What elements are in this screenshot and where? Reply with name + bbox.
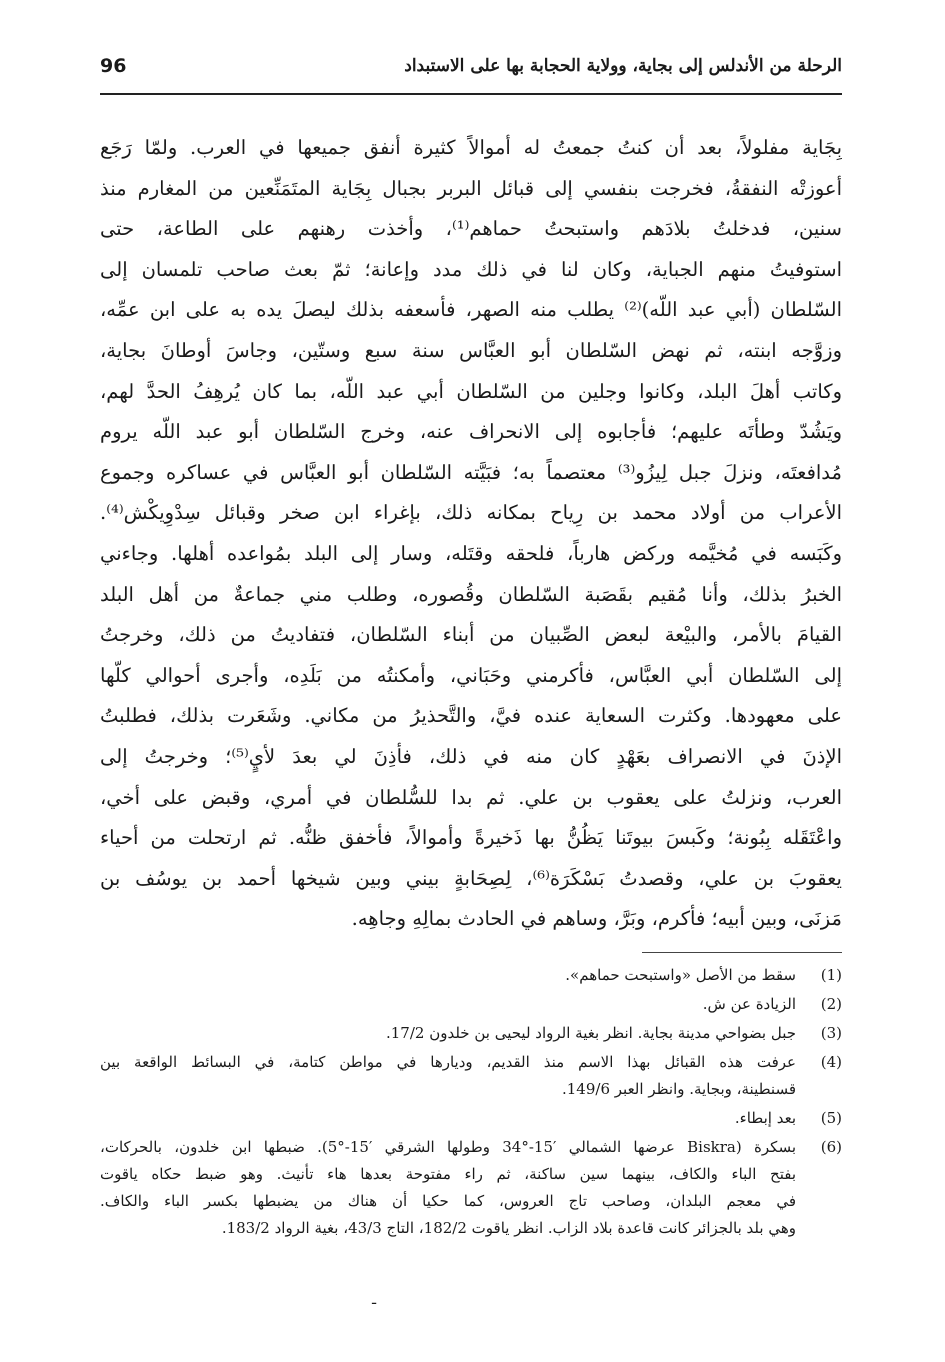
page-number: 96: [100, 55, 127, 77]
footnote-number: (1): [820, 966, 842, 984]
text-line: إلى السّلطان أبي العبَّاس، فأكرمني وحَبَاني، وأمكنتُه من بَلَدِه، وأجرى أحوالي كلّها: [100, 663, 842, 687]
text-line: استوفيتُ منهم الجباية، وكان لنا في ذلك مدد وإعانة؛ ثمّ بعث صاحب تلمسان إلى: [100, 257, 842, 281]
footnote-2: [100, 991, 842, 1018]
footnote-line: بفتح الباء والكاف، بينهما سين ساكنة، ثم راء مفتوحة بعدها هاء تأنيث. وهو ضبط حكاه ياقوت: [100, 1165, 796, 1183]
page-header: [100, 40, 842, 92]
text-line: واعْتَقَله بِبُونة؛ وكَبسَ بيوتَنا يَظُنُّ بها ذَخيرةً وأموالاً، فأخفق ظنُّه. ثم ارتحلت من أحياء: [100, 826, 842, 850]
footnote-line: سقط من الأصل «واستبحت حماهم».: [565, 966, 796, 984]
footnote-rule: [642, 952, 842, 953]
footnote-line: بسكرة (Biskra عرضها الشمالي ′15-°34 وطولها الشرقي ′15-°5). ضبطها ابن خلدون، بالحركات،: [100, 1138, 796, 1156]
running-title: الرحلة من الأندلس إلى بجاية، وولاية الحجابة بها على الاستبداد: [404, 56, 842, 76]
text-line: الخبرُ بذلك، وأنا مُقيم بقَصَبة السّلطان وقُصوره، وطلب مني جماعةٌ من أهل البلد: [100, 582, 842, 606]
footnote-line: بعد إبطاء.: [734, 1109, 796, 1127]
footnote-line: جبل بضواحي مدينة بجاية. انظر بغية الرواد ليحيى بن خلدون 17/2.: [385, 1024, 796, 1042]
footnote-number: (6): [820, 1138, 842, 1156]
text-line: يعقوبَ بن علي، وقصدتُ بَسْكَرَة⁽⁶⁾، لِصِحَابةٍ بيني وبين شيخها أحمد بن يوسُف بن: [100, 866, 842, 890]
text-line: أعوزتْه النفقةُ، فخرجت بنفسي إلى قبائل البربر بجبال بِجَاية المتَمَنِّعين من المغارم منذ: [100, 176, 842, 200]
footnote-line: عرفت هذه القبائل بهذا الاسم منذ القديم، وديارها في مواطن كتامة، في البسائط الواقعة بين: [100, 1053, 796, 1071]
footnotes: [100, 962, 842, 1242]
footnote-6: [100, 1134, 842, 1242]
text-line: بِجَاية مفلولاً، بعد أن كنتُ جمعتُ له أموالاً كثيرة أنفق جميعها في العرب. ولمّا رَجَع: [100, 136, 842, 159]
footnote-4: [100, 1049, 842, 1103]
footnote-1: [100, 962, 842, 989]
main-text: [100, 128, 842, 940]
text-line: ويَشُدّ وطأتَه عليهم؛ فأجابوه إلى الانحراف عنه، وخرج السّلطان أبو عبد اللّه يروم: [100, 420, 842, 444]
footnote-line: قسنطينة، وبجاية. وانظر العبر 149/6.: [561, 1080, 796, 1098]
text-line: الأعراب من أولاد محمد بن رِياح بمكانه ذلك، بإغراء ابن صخر وقبائل سِدْوِيكْش⁽⁴⁾.: [100, 501, 842, 525]
text-line: وكَبَسه في مُخيَّمه وركض هارباً، فلحقه وقتَله، وسار إلى البلد بمُواعده أهلها. وجاءني: [100, 541, 842, 565]
text-line: مَزنَى، وبين أبيه؛ فأكرم، وبَرَّ، وساهم في الحادث بمالِهِ وجاهِه.: [351, 907, 842, 931]
text-line: وزوَّجه ابنته، ثم نهض السّلطان أبو العبَّاس سنة سبع وستّين، وجاسَ أوطانَ بجاية،: [100, 338, 842, 362]
footnote-number: (2): [820, 995, 842, 1013]
text-line: على معهودها. وكثرت السعاية عنده فيَّ، والتَّحذيرُ من مكاني. وشَعَرت بذلك، فطلبتُ: [100, 704, 842, 728]
footnote-line: في معجم البلدان، وصاحب تاج العروس، كما حكيا أن هناك من يضبطها بكسر الباء والكاف.: [100, 1192, 796, 1210]
text-line: العرب، ونزلتُ على يعقوب بن علي. ثم بدا للسُّلطان في أمري، وقبض على أخي،: [100, 785, 842, 809]
footnote-3: [100, 1020, 842, 1047]
text-line: مُدافعتَه، ونزلَ جبل لِيزُو⁽³⁾ معتصماً به؛ فبَيَّته السّلطان أبو العبَّاس في عساكره وجموع: [100, 460, 842, 484]
text-line: سنين، فدخلتُ بلادَهم واستبحتُ حماهم⁽¹⁾، وأخذت رهنهم على الطاعة، حتى: [100, 217, 842, 241]
footnote-5: [100, 1105, 842, 1132]
text-line: الإذنَ في الانصراف بعَهْدٍ كان منه في ذلك، فأذِنَ لي بعدَ لأيٍ⁽⁵⁾؛ وخرجتُ إلى: [100, 744, 842, 768]
text-line: القيامَ بالأمر، والبيْعة لبعض الصِّبيان من أبناء السّلطان، فتفاديتُ من ذلك، وخرجتُ: [100, 623, 842, 647]
footnote-line: وهي بلد بالجزائر كانت قاعدة بلاد الزاب. انظر ياقوت 182/2، التاج 43/3، بغية الرواد 183/2.: [221, 1219, 796, 1237]
footnote-number: (4): [820, 1053, 842, 1071]
text-line: السّلطان (أبي عبد اللّه)⁽²⁾ يطلب منه الصهر، فأسعفه بذلك ليصلَ يده به على ابن عمِّه،: [100, 298, 842, 322]
text-line: وكاتب أهلَ البلد، وكانوا وجلين من السّلطان أبي عبد اللّه، بما كان يُرهِفُ الحدَّ لهم،: [100, 379, 842, 403]
footnote-line: الزيادة عن ش.: [702, 995, 796, 1013]
ink-speck: ـ: [372, 1292, 377, 1308]
footnote-number: (3): [820, 1024, 842, 1042]
header-rule: [100, 93, 842, 95]
footnote-number: (5): [820, 1109, 842, 1127]
